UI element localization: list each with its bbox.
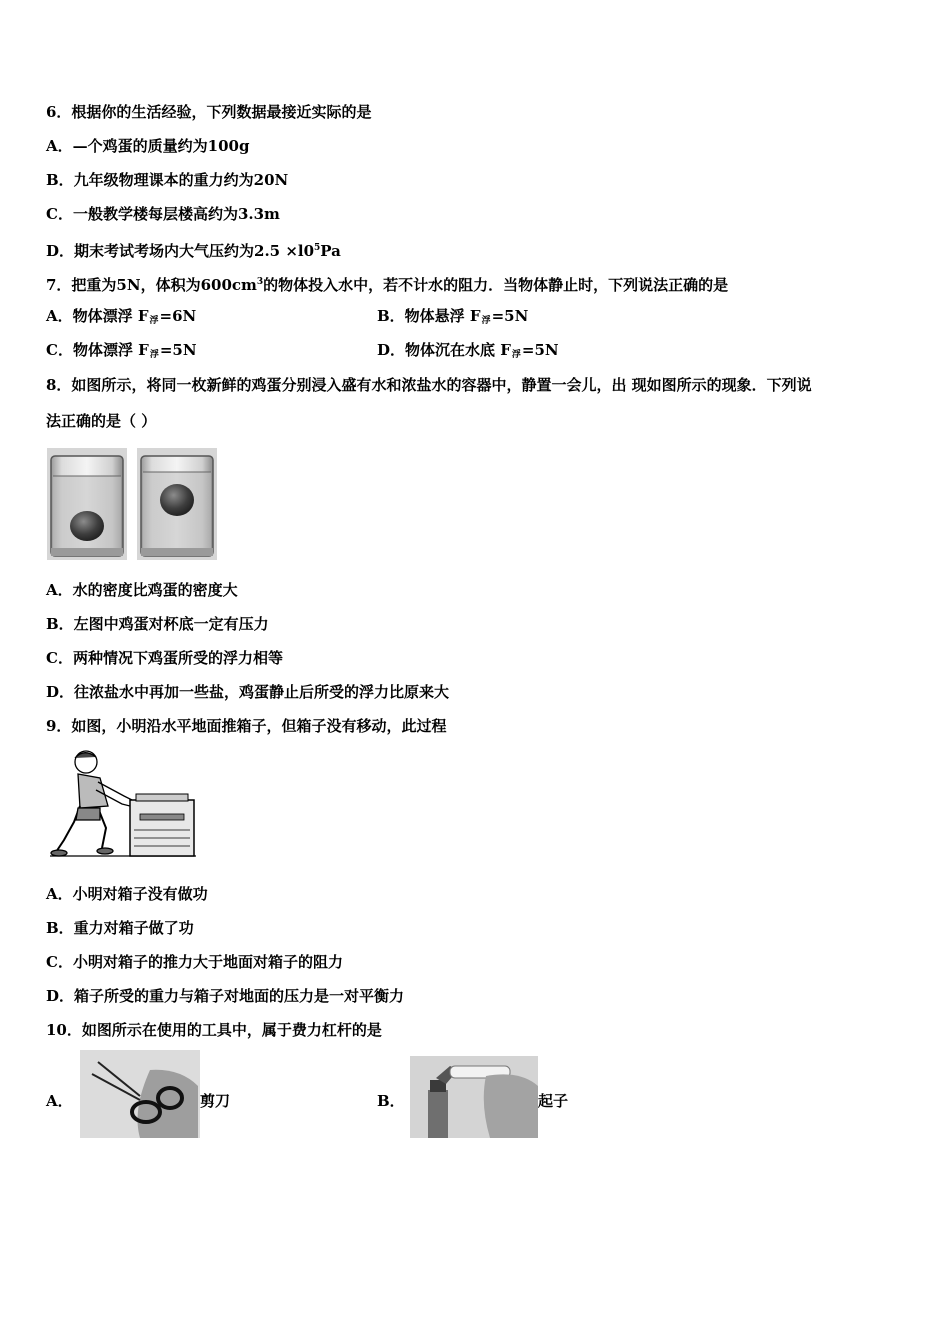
q6-d-text: D．期末考试考场内大气压约为2.5 ×l0	[46, 242, 315, 260]
q6-option-d	[46, 238, 341, 261]
q7-b-subscript: 浮	[481, 316, 491, 326]
q7-d-text: D．物体沉在水底 F	[377, 341, 511, 359]
q7-stem-pre: 7．把重为5N，体积为600cm	[46, 276, 257, 294]
q8-stem-line2: 法正确的是（ ）	[46, 412, 157, 430]
bottle-opener-photo	[410, 1056, 538, 1138]
q8-option-c: C．两种情况下鸡蛋所受的浮力相等	[46, 649, 283, 667]
q10-option-b-label: 起子	[538, 1092, 569, 1110]
q7-c-value: =5N	[159, 341, 197, 359]
q7-c-subscript: 浮	[149, 350, 159, 360]
q7-b-text: B．物体悬浮 F	[377, 307, 481, 325]
q6-option-c: C．一般教学楼每层楼高约为3.3m	[46, 205, 280, 223]
egg-sunk	[70, 511, 104, 541]
q8-option-a: A．水的密度比鸡蛋的密度大	[46, 581, 238, 599]
q9-option-c: C．小明对箱子的推力大于地面对箱子的阻力	[46, 953, 343, 971]
q7-c-text: C．物体漂浮 F	[46, 341, 149, 359]
q9-option-d: D．箱子所受的重力与箱子对地面的压力是一对平衡力	[46, 987, 405, 1005]
q7-option-d	[377, 340, 559, 365]
q6-d-exponent: 5	[314, 243, 321, 253]
boy-pushing-box-figure	[50, 748, 198, 860]
q9-option-b: B．重力对箱子做了功	[46, 919, 194, 937]
q7-option-b	[377, 306, 528, 331]
q7-d-value: =5N	[521, 341, 559, 359]
q8-stem-line1: 8．如图所示，将同一枚新鲜的鸡蛋分别浸入盛有水和浓盐水的容器中，静置一会儿，出 现如图所示的现象．下列说	[46, 376, 812, 394]
q10-option-b-letter: B．	[377, 1092, 405, 1110]
egg-beakers-figure	[47, 448, 217, 560]
q7-stem	[46, 272, 728, 295]
q7-option-c	[46, 340, 197, 365]
egg-floating	[160, 484, 194, 516]
q7-d-subscript: 浮	[511, 350, 521, 360]
q7-b-value: =5N	[491, 307, 529, 325]
q10-stem: 10．如图所示在使用的工具中，属于费力杠杆的是	[46, 1021, 382, 1039]
q7-stem-exponent: 3	[256, 277, 264, 287]
q7-stem-post: 的物体投入水中，若不计水的阻力．当物体静止时，下列说法正确的是	[263, 276, 729, 294]
q7-a-subscript: 浮	[149, 316, 159, 326]
beaker-water	[47, 448, 127, 560]
q8-option-b: B．左图中鸡蛋对杯底一定有压力	[46, 615, 269, 633]
q9-option-a: A．小明对箱子没有做功	[46, 885, 208, 903]
scissors-photo	[80, 1050, 200, 1138]
q6-option-b: B．九年级物理课本的重力约为20N	[46, 171, 289, 189]
q6-option-a: A．—个鸡蛋的质量约为100g	[46, 137, 250, 155]
q10-option-a-label: 剪刀	[200, 1092, 231, 1110]
q8-option-d: D．往浓盐水中再加一些盐，鸡蛋静止后所受的浮力比原来大	[46, 683, 450, 701]
q9-stem: 9．如图，小明沿水平地面推箱子，但箱子没有移动，此过程	[46, 717, 447, 735]
q6-d-unit: Pa	[320, 242, 341, 260]
boy-illustration	[51, 751, 132, 856]
beaker-saltwater	[137, 448, 217, 560]
q7-a-value: =6N	[159, 307, 197, 325]
q7-a-text: A．物体漂浮 F	[46, 307, 149, 325]
q10-option-a-letter: A．	[46, 1092, 73, 1110]
box-illustration	[130, 794, 194, 856]
q7-option-a	[46, 306, 196, 331]
q6-stem: 6．根据你的生活经验，下列数据最接近实际的是	[46, 103, 372, 121]
